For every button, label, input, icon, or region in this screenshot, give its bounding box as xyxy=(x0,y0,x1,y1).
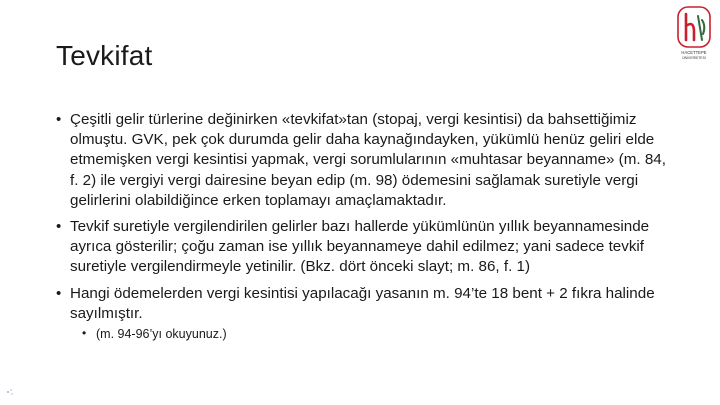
bullet-item-1 xyxy=(56,110,676,211)
bullet-item-2 xyxy=(56,217,676,278)
decorative-corner-icon xyxy=(4,386,16,398)
sub-bullet-text-1: (m. 94-96’yı okuyunuz.) xyxy=(96,327,227,342)
bullet-item-3 xyxy=(56,284,676,324)
slide-title: Tevkifat xyxy=(56,40,153,71)
sub-bullet-item-1 xyxy=(56,326,676,343)
logo-text-line-1: HACETTEPE xyxy=(681,50,707,55)
bullet-text-2: Tevkif suretiyle vergilendirilen gelirler bazı hallerde yükümlünün yıllık beyannamesinde ayrıca gösterilir; çoğu zaman ise yıllık beyannameye dahil edilmez; yani sadece tevkif suretiyle vergilendirmeyle yetinilir. (Bkz. dört önceki slayt; m. 86, f. 1) xyxy=(70,218,650,276)
bullet-text-1: Çeşitli gelir türlerine değinirken «tevkifat»tan (stopaj, vergi kesintisi) da bahsettiğimiz olmuştu. GVK, pek çok durumda gelir daha kaynağındayken, yükümlü henüz geliri elde etmemişken vergi kesintisi yapmak, vergi sorumlularının «muhtasar beyanname» (m. 84, f. 2) ile vergiyi vergi dairesine beyan edip (m. 98) ödemesini sağlamak suretiyle vergi gelirlerini olabildiğince erken toplamayı amaçlamaktadır. xyxy=(70,111,666,209)
sub-bullet-icon: • xyxy=(82,326,87,341)
slide-content xyxy=(56,110,676,343)
university-logo-icon xyxy=(672,4,716,64)
bullet-icon: • xyxy=(56,218,62,236)
bullet-icon: • xyxy=(56,284,62,302)
bullet-text-3: Hangi ödemelerden vergi kesintisi yapılacağı yasanın m. 94’te 18 bent + 2 fıkra halinde sayılmıştır. xyxy=(70,284,655,322)
logo-text-line-2: ÜNİVERSİTESİ xyxy=(682,56,706,60)
bullet-icon: • xyxy=(56,111,62,128)
